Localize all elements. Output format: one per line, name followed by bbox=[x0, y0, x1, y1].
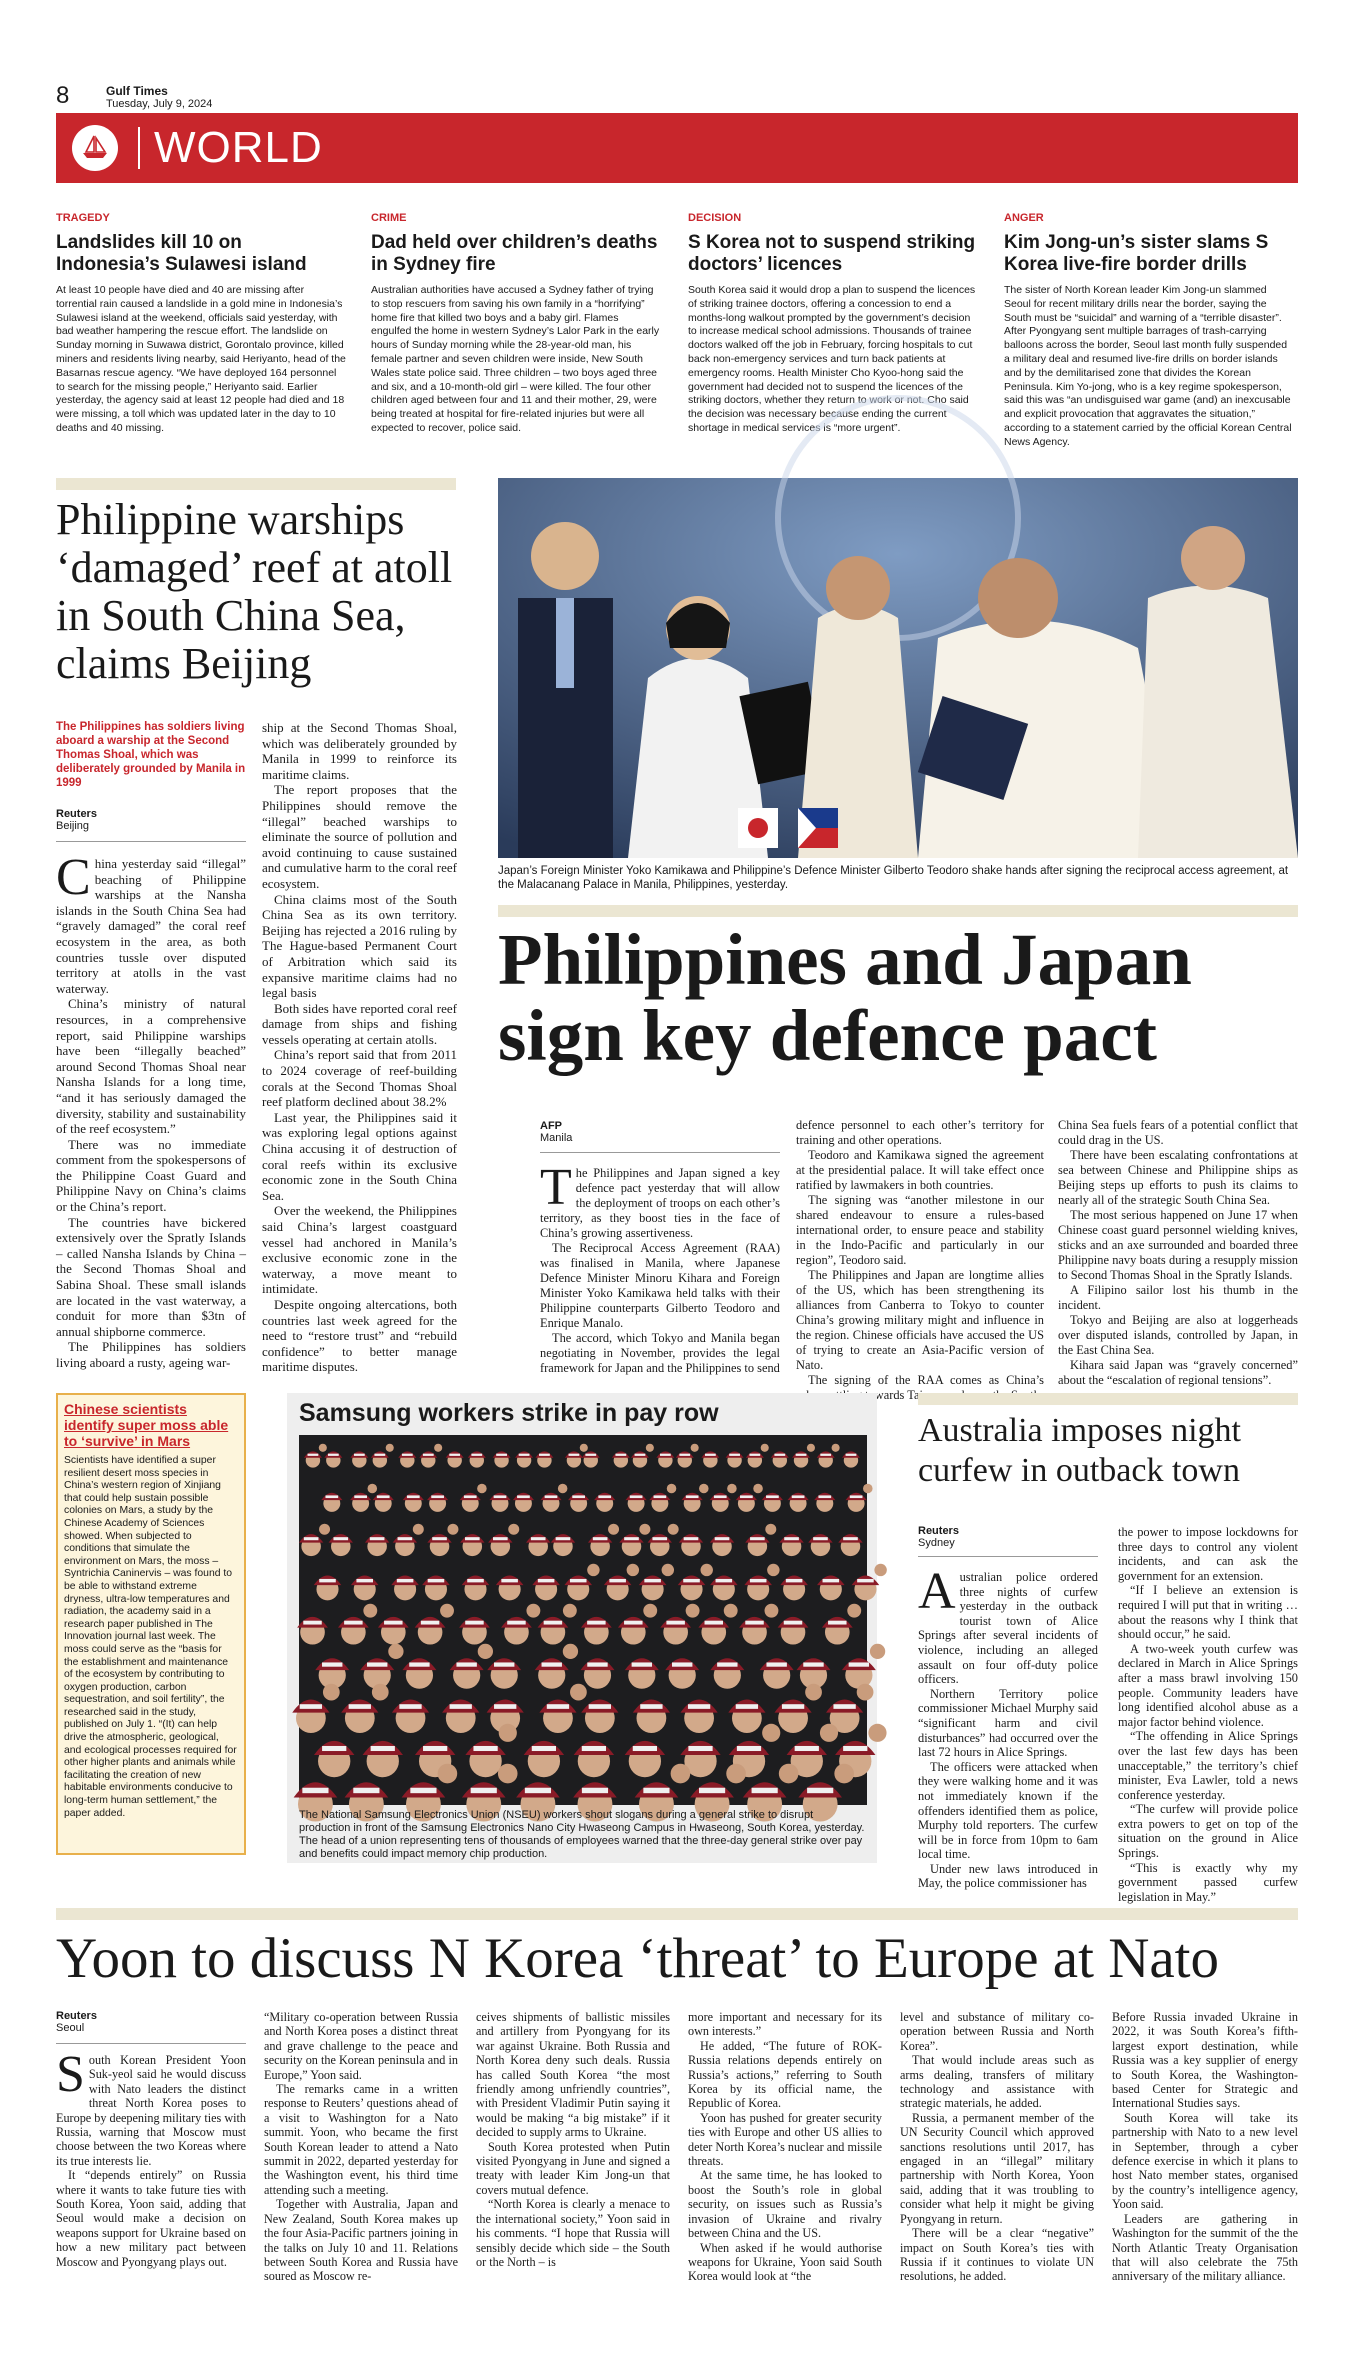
nato-paragraphs bbox=[56, 2046, 246, 2269]
nato-body-col2 bbox=[264, 2010, 458, 2355]
body-paragraph: Together with Australia, Japan and New Zealand, South Korea makes up the four Asia-Pacific partners joining in the talks on July 10 and 11. Relations between South Korea and Russia have soured as Moscow re- bbox=[264, 2197, 458, 2284]
body-paragraph: Northern Territory police commissioner Michael Murphy said “significant harm and civil disturbances” had occurred over the last 72 hours in Alice Springs. bbox=[918, 1686, 1098, 1760]
drop-cap: T bbox=[540, 1159, 572, 1216]
reef-standfirst: The Philippines has soldiers living aboard a warship at the Second Thomas Shoal, which was deliberately grounded by Manila in 1999 bbox=[56, 721, 246, 789]
body-paragraph: “The curfew will provide police extra powers to get on top of the situation on the ground in Alice Springs. bbox=[1118, 1802, 1298, 1861]
nato-paragraphs bbox=[476, 2010, 670, 2269]
body-paragraph: Kihara said Japan was “gravely concerned” about the “escalation of regional tensions”. bbox=[1058, 1358, 1298, 1387]
pact-paragraphs bbox=[796, 1118, 1044, 1403]
body-paragraph: The accord, which Tokyo and Manila began negotiating in November, provides the legal framework for Japan and the Philippines to send bbox=[540, 1331, 780, 1375]
brief-tag: ANGER bbox=[1004, 212, 1044, 224]
nato-paragraphs bbox=[900, 2010, 1094, 2284]
body-paragraph: The Philippines has soldiers living aboard a rusty, ageing war- bbox=[56, 1339, 246, 1370]
section-rule bbox=[56, 1908, 1298, 1920]
drop-cap: C bbox=[56, 849, 91, 906]
byline-agency: Reuters bbox=[918, 1525, 959, 1537]
publication-date: Tuesday, July 9, 2024 bbox=[106, 98, 213, 110]
body-paragraph: There was no immediate comment from the spokespersons of the Philippine Coast Guard and Philippine Navy on China’s claims or the China’s report. bbox=[56, 1136, 246, 1215]
body-paragraph: “Military co-operation between Russia and North Korea poses a distinct threat and grave challenge to the peace and security on the Korean peninsula and in Europe,” Yoon said. bbox=[264, 2010, 458, 2082]
samsung-panel bbox=[287, 1393, 877, 1863]
brief-tag: TRAGEDY bbox=[56, 212, 110, 224]
page-number: 8 bbox=[56, 82, 70, 109]
nato-paragraphs bbox=[688, 2010, 882, 2284]
moss-body: Scientists have identified a super resilient desert moss species in China’s western region of Xinjiang that could help sustain possible colonies on Mars, a study by the Chinese Academy of Sciences showed. When subjected to conditions that simulate the environment on Mars, the moss – Syntrichia Caninervis – was found to be able to withstand extreme dryness, ultra-low temperatures and radiation, the academy said in a research paper published in The Innovation journal last week. The moss could serve as the “basis for the establishment and maintenance of the ecosystem by contributing to oxygen production, carbon sequestration, and soil fertility”, the researched said in the study, published on July 1. “(It) can help drive the atmospheric, geological, and ecological processes required for other higher plants and animals while facilitating the creation of new habitable environments conducive to long-term human settlement,” the paper added. bbox=[64, 1455, 237, 1819]
brief-tag: CRIME bbox=[371, 212, 407, 224]
body-paragraph: ceives shipments of ballistic missiles and artillery from Pyongyang for its war against Ukraine. Both Russia and North Korea deny such deals. Russia has called South Korea “the most friendly among unfriendly countries”, with President Vladimir Putin saying it would be making “a big mistake” if it decided to supply arms to Ukraine. bbox=[476, 2010, 670, 2140]
body-paragraph: The Philippines and Japan signed a key defence pact yesterday that will allow the deployment of troops on each other’s territory, as they boost ties in the face of China’s growing assertiveness. bbox=[540, 1159, 780, 1240]
body-paragraph: Australian police ordered three nights of curfew yesterday in the outback tourist town of Alice Springs after several incidents of violence, including an alleged assault on four off-duty police officers. bbox=[918, 1563, 1098, 1687]
body-paragraph: Teodoro and Kamikawa signed the agreement at the presidential palace. It will take effect once ratified by lawmakers in both countries. bbox=[796, 1148, 1044, 1192]
nato-headline[interactable]: Yoon to discuss N Korea ‘threat’ to Europe at Nato bbox=[56, 1927, 1219, 1990]
curfew-byline bbox=[918, 1525, 1098, 1549]
body-paragraph: ship at the Second Thomas Shoal, which was deliberately grounded by Manila in 1999 to reinforce its maritime claims. bbox=[262, 720, 457, 782]
body-paragraph: level and substance of military co-operation between Russia and North Korea”. bbox=[900, 2010, 1094, 2053]
nato-body-col4 bbox=[688, 2010, 882, 2355]
byline-dateline: Manila bbox=[540, 1132, 573, 1144]
brief-body: At least 10 people have died and 40 are missing after torrential rain caused a landslide in a gold mine in Indonesia’s Sulawesi island at the weekend, officials said yesterday, with bad weather hampering the rescue effort. The landslide on Sunday morning in Suwawa district, Gorontalo province, killed miners and residents living nearby, said Heriyanto, head of the Basarnas rescue agency. “We have deployed 164 personnel to search for the missing people,” Heriyanto said. Earlier yesterday, the agency said at least 12 people had died and 18 were missing, a toll which was updated later in the day to 10 deaths and 40 missing. bbox=[56, 284, 346, 434]
nato-body-col6 bbox=[1112, 2010, 1298, 2355]
body-paragraph: South Korea will take its partnership with Nato to a new level in September, through a cyber defence exercise in which it plans to host Nato member states, organised by the country’s intelligence agency, Yoon said. bbox=[1112, 2110, 1298, 2212]
brief-headline[interactable]: S Korea not to suspend striking doctors’ licences bbox=[688, 232, 976, 275]
body-paragraph: That would include areas such as arms dealing, transfers of military technology and assistance with strategic materials, he added. bbox=[900, 2053, 1094, 2111]
reef-paragraphs bbox=[262, 720, 457, 1375]
body-paragraph: A Filipino sailor lost his thumb in the incident. bbox=[1058, 1283, 1298, 1312]
nato-body-col3 bbox=[476, 2010, 670, 2355]
drop-cap: A bbox=[918, 1563, 956, 1620]
pact-paragraphs bbox=[540, 1159, 780, 1376]
samsung-headline[interactable]: Samsung workers strike in pay row bbox=[299, 1399, 719, 1427]
byline-agency: Reuters bbox=[56, 2010, 97, 2022]
body-paragraph: “The offending in Alice Springs over the last few days has been unacceptable,” the territory’s chief minister, Eva Lawler, told a news conference yesterday. bbox=[1118, 1729, 1298, 1802]
body-paragraph: The Philippines and Japan are longtime allies of the US, which has been strengthening its alliances from Canberra to Tokyo to counter China’s growing military might and influence in the region. Chinese officials have accused the US of trying to create an Asia-Pacific version of Nato. bbox=[796, 1268, 1044, 1372]
pact-body-col2 bbox=[796, 1118, 1044, 1402]
body-paragraph: Under new laws introduced in May, the police commissioner has bbox=[918, 1861, 1098, 1891]
body-paragraph: Last year, the Philippines said it was exploring legal options against China accusing it of destruction of coral reefs within its exclusive economic zone in the South China Sea. bbox=[262, 1109, 457, 1203]
brief-headline[interactable]: Landslides kill 10 on Indonesia’s Sulawesi island bbox=[56, 232, 307, 275]
drop-cap: S bbox=[56, 2046, 85, 2103]
brief-tag: DECISION bbox=[688, 212, 742, 224]
body-paragraph: At the same time, he has looked to boost the South’s role in global security, on issues such as Russia’s invasion of Ukraine and rivalry between China and the US. bbox=[688, 2168, 882, 2241]
curfew-paragraphs bbox=[918, 1563, 1098, 1891]
body-paragraph: Despite ongoing altercations, both countries last week agreed for the need to “restore trust” and “rebuild confidence” to better manage maritime disputes. bbox=[262, 1296, 457, 1375]
section-title: WORLD bbox=[154, 123, 323, 172]
curfew-paragraphs bbox=[1118, 1525, 1298, 1904]
body-paragraph: the power to impose lockdowns for three days to control any violent incidents, and can ask the government for an extension. bbox=[1118, 1525, 1298, 1583]
body-paragraph: defence personnel to each other’s territory for training and other operations. bbox=[796, 1118, 1044, 1147]
brief-body: South Korea said it would drop a plan to suspend the licences of striking trainee doctors, offering a concession to end a months-long walkout prompted by the government’s decision to increase medical school admissions. Thousands of trainee doctors walked off the job in February, forcing hospitals to cut back non-emergency services and turn back patients at emergency rooms. Health Minister Cho Kyoo-hong said the government had decided not to suspend the licences of the striking doctors, whether they return to work or not. Cho said the decision was necessary because ending the current shortage in medical services is “more urgent”. bbox=[688, 284, 976, 434]
body-paragraph: “North Korea is clearly a menace to the international society,” Yoon said in his comments. “I hope that Russia will sensibly decide which side – the South or the North – is bbox=[476, 2197, 670, 2269]
brief-anger bbox=[1004, 212, 1294, 450]
pact-headline[interactable]: Philippines and Japan sign key defence pact bbox=[498, 919, 1192, 1076]
body-paragraph: The countries have bickered extensively over the Spratly Islands – called Nansha Islands by China – the Second Thomas Shoal and Sabina Shoal. These small islands are located in the vast waterway, a conduit for more than $3tn of annual shipborne commerce. bbox=[56, 1214, 246, 1339]
section-rule bbox=[498, 905, 1298, 917]
body-paragraph: Leaders are gathering in Washington for the summit of the the North Atlantic Treaty Organisation that will also celebrate the 75th anniversary of the military alliance. bbox=[1112, 2211, 1298, 2284]
brief-body: The sister of North Korean leader Kim Jong-un slammed Seoul for recent military drills near the border, saying the South must be “suicidal” and warning of a “terrible disaster”. After Pyongyang sent multiple barrages of trash-carrying balloons across the border, Seoul last month fully suspended a military deal and resumed live-fire drills on border islands and by the demilitarised zone that divides the Korean Peninsula. Kim Yo-jong, who is a key regime spokesperson, said this was “an undisguised war game (and) an inexcusable and explicit provocation that aggravates the situation,” according to a statement carried by the official Korean Central News Agency. bbox=[1004, 284, 1292, 448]
body-paragraph: It “depends entirely” on Russia where it wants to take future ties with South Korea, Yoon said, adding that Seoul would make a decision on weapons support for Ukraine based on how a new military pact between Moscow and Pyongyang plays out. bbox=[56, 2168, 246, 2269]
body-paragraph: He added, “The future of ROK-Russia relations depends entirely on Russia’s actions,” referring to South Korea by its official name, the Republic of Korea. bbox=[688, 2038, 882, 2111]
curfew-body-col1 bbox=[918, 1563, 1098, 1891]
reef-byline bbox=[56, 808, 246, 832]
pact-byline bbox=[540, 1120, 780, 1144]
byline-rule bbox=[918, 1556, 1098, 1557]
brief-crime bbox=[371, 212, 661, 436]
byline-rule bbox=[56, 841, 246, 842]
body-paragraph: “This is exactly why my government passed curfew legislation in May.” bbox=[1118, 1860, 1298, 1904]
byline-agency: Reuters bbox=[56, 808, 97, 820]
body-paragraph: China yesterday said “illegal” beaching of Philippine warships at the Nansha islands in the South China Sea had “gravely damaged” the coral reef ecosystem in the area, as both countries tussle over disputed territory at atolls in the vast waterway. bbox=[56, 849, 246, 996]
byline-dateline: Beijing bbox=[56, 820, 90, 832]
byline-dateline: Sydney bbox=[918, 1537, 955, 1549]
publication-name: Gulf Times bbox=[106, 84, 168, 98]
moss-box bbox=[56, 1393, 246, 1855]
nato-body-col1 bbox=[56, 2046, 246, 2353]
body-paragraph: China claims most of the South China Sea as its own territory. Beijing has rejected a 2016 ruling by The Hague-based Permanent Court of Arbitration which said its expansive maritime claims had no legal basis bbox=[262, 891, 457, 1001]
body-paragraph: China’s ministry of natural resources, in a comprehensive report, said Philippine warships have been “illegally beached” around Second Thomas Shoal near Nansha Islands for a long time, “and it has seriously damaged the diversity, stability and sustainability of the reef ecosystem.” bbox=[56, 996, 246, 1137]
body-paragraph: The signing of the RAA comes as China’s towards bbox=[808, 1373, 1044, 1402]
samsung-caption: The National Samsung Electronics Union (NSEU) workers shout slogans during a general strike to disrupt production in front of the Samsung Electronics Nano City Hwaseong Campus in Hwaseong, South Korea, yesterday. The head of a union representing tens of thousands of employees warned that the three-day general strike over pay and benefits could impact memory chip production. bbox=[299, 1809, 865, 1860]
byline-dateline: Seoul bbox=[56, 2022, 85, 2034]
body-paragraph: The signing was “another milestone in our shared endeavour to ensure a rules-based international order, to ensure peace and stability in the Indo-Pacific and particularly in our region”, Teodoro said. bbox=[796, 1193, 1044, 1267]
body-paragraph: Tokyo and Beijing are also at loggerheads over disputed islands, controlled by Japan, in the East China Sea. bbox=[1058, 1313, 1298, 1357]
body-paragraph: more important and necessary for its own interests.” bbox=[688, 2010, 882, 2039]
samsung-strike-photo bbox=[299, 1435, 867, 1805]
body-paragraph: The remarks came in a written response to Reuters’ questions ahead of a visit to Washington for a Nato summit. Yoon, who became the first South Korean leader to attend a Nato summit in 2022, departed yesterday for the Washington event, his third time attending such a meeting. bbox=[264, 2082, 458, 2197]
body-paragraph: There have been escalating confrontations at sea between Chinese and Philippine ships as Beijing steps up efforts to push its claims to nearly all of the strategic South China Sea. bbox=[1058, 1148, 1298, 1207]
body-paragraph: The most serious happened on June 17 when Chinese coast guard personnel wielding knives, sticks and an axe surrounded and boarded three Philippine navy boats during a resupply mission to Second Thomas Shoal in the Spratly Islands. bbox=[1058, 1208, 1298, 1282]
body-paragraph: Russia, a permanent member of the UN Security Council which approved sanctions resolutions until 2017, has engaged in an “illegal” military partnership with North Korea, Yoon said, adding that it was troubling to consider what help it might be giving Pyongyang in return. bbox=[900, 2110, 1094, 2226]
body-paragraph: Over the weekend, the Philippines said China’s largest coastguard vessel had anchored in Manila’s exclusive economic zone in the waterway, a move meant to intimidate. bbox=[262, 1203, 457, 1297]
pact-paragraphs bbox=[1058, 1118, 1298, 1388]
body-paragraph: A two-week youth curfew was declared in March in Alice Springs after a mass brawl involving 150 people. Community leaders have long identified alcohol abuse as a major factor behind violence. bbox=[1118, 1641, 1298, 1729]
curfew-headline[interactable]: Australia imposes night curfew in outback town bbox=[918, 1412, 1241, 1489]
body-paragraph: South Korean President Yoon Suk-yeol said he would discuss with Nato leaders the distinct threat North Korea poses to Europe by deepening military ties with Russia, warning that Moscow must choose between the two Koreas where its true interests lie. bbox=[56, 2046, 246, 2168]
brief-tragedy bbox=[56, 212, 346, 436]
pact-body-col1 bbox=[540, 1159, 780, 1375]
brief-body: Australian authorities have accused a Sydney father of trying to stop rescuers from saving his own family in a “horrifying” home fire that killed two boys and a baby girl. Flames engulfed the home in western Sydney’s Lalor Park in the early hours of Sunday morning while the 28-year-old man, his female partner and seven children were inside, New South Wales state police said. Three children – two boys aged three and six, and a 10-month-old girl – were killed. The four other children aged between four and 11 and their mother, 29, were being treated at hospital for fire-related injuries but were all expected to recover, police said. bbox=[371, 284, 660, 434]
dhow-logo-icon bbox=[72, 125, 118, 171]
body-paragraph: The Reciprocal Access Agreement (RAA) was finalised in Manila, where Japanese Defence Minister Minoru Kihara and Foreign Minister Yoko Kamikawa held talks with their Philippine counterparts Gilberto Teodoro and Enrique Manalo. bbox=[540, 1241, 780, 1330]
nato-paragraphs bbox=[264, 2010, 458, 2284]
body-paragraph: When asked if he would authorise weapons for Ukraine, Yoon said South Korea would look at “the bbox=[688, 2240, 882, 2284]
body-paragraph: The officers were attacked when they were walking home and it was not immediately known if the offenders identified them as police, Murphy told reporters. The curfew will be in force from 10pm to 6am local time. bbox=[918, 1759, 1098, 1862]
nato-paragraphs bbox=[1112, 2010, 1298, 2284]
body-paragraph: Yoon has pushed for greater security ties with Europe and other US allies to deter North Korea’s nuclear and missile threats. bbox=[688, 2110, 882, 2169]
pact-body-col3 bbox=[1058, 1118, 1298, 1387]
byline-agency: AFP bbox=[540, 1120, 562, 1132]
byline-rule bbox=[56, 2043, 246, 2044]
body-paragraph: There will be a clear “negative” impact on South Korea’s ties with Russia if it continues to violate UN resolutions, he added. bbox=[900, 2226, 1094, 2284]
body-paragraph: “If I believe an extension is required I will put that in writing … about the reasons why I think that should occur,” he said. bbox=[1118, 1583, 1298, 1642]
reef-paragraphs bbox=[56, 849, 246, 1371]
brief-headline[interactable]: Dad held over children’s deaths in Sydney fire bbox=[371, 232, 658, 275]
brief-headline[interactable]: Kim Jong-un’s sister slams S Korea live-fire border drills bbox=[1004, 232, 1269, 275]
nato-byline bbox=[56, 2010, 246, 2034]
nato-body-col5 bbox=[900, 2010, 1094, 2355]
reef-headline[interactable]: Philippine warships ‘damaged’ reef at atoll in South China Sea, claims Beijing bbox=[56, 495, 453, 688]
curfew-body-col2 bbox=[1118, 1525, 1298, 1904]
body-paragraph: South Korea protested when Putin visited Pyongyang in June and signed a treaty with leader Kim Jong-un that covers mutual defence. bbox=[476, 2139, 670, 2197]
body-paragraph: Both sides have reported coral reef damage from ships and fishing vessels operating at certain atolls. bbox=[262, 1000, 457, 1047]
moss-headline[interactable]: Chinese scientists identify super moss able to ‘survive’ in Mars bbox=[64, 1401, 229, 1449]
body-paragraph: Before Russia invaded Ukraine in 2022, it was South Korea’s fifth-largest export destination, while Russia was a key supplier of energy to South Korea, the Washington-based Center for Strategic and International Studies says. bbox=[1112, 2010, 1298, 2111]
section-rule bbox=[56, 478, 456, 490]
pact-photo-caption: Japan’s Foreign Minister Yoko Kamikawa and Philippine’s Defence Minister Gilberto Teodoro shake hands after signing the reciprocal access agreement, at the Malacanang Palace in Manila, Philippines, yesterday. bbox=[498, 865, 1289, 891]
body-paragraph: China’s report said that from 2011 to 2024 coverage of reef-building corals at the Second Thomas Shoal reef platform declined about 38.2% bbox=[262, 1047, 457, 1110]
banner-divider bbox=[138, 127, 140, 169]
body-paragraph: China Sea fuels fears of a potential conflict that could drag in the US. bbox=[1058, 1118, 1298, 1147]
byline-rule bbox=[540, 1152, 780, 1153]
section-rule bbox=[918, 1393, 1298, 1405]
body-paragraph: The report proposes that the Philippines should remove the “illegal” beached warships to eliminate the source of pollution and avoid continuing to cause sustained and cumulative harm to the coral reef ecosystem. bbox=[262, 782, 457, 891]
section-banner bbox=[56, 113, 1298, 183]
pact-signing-photo bbox=[498, 478, 1298, 858]
